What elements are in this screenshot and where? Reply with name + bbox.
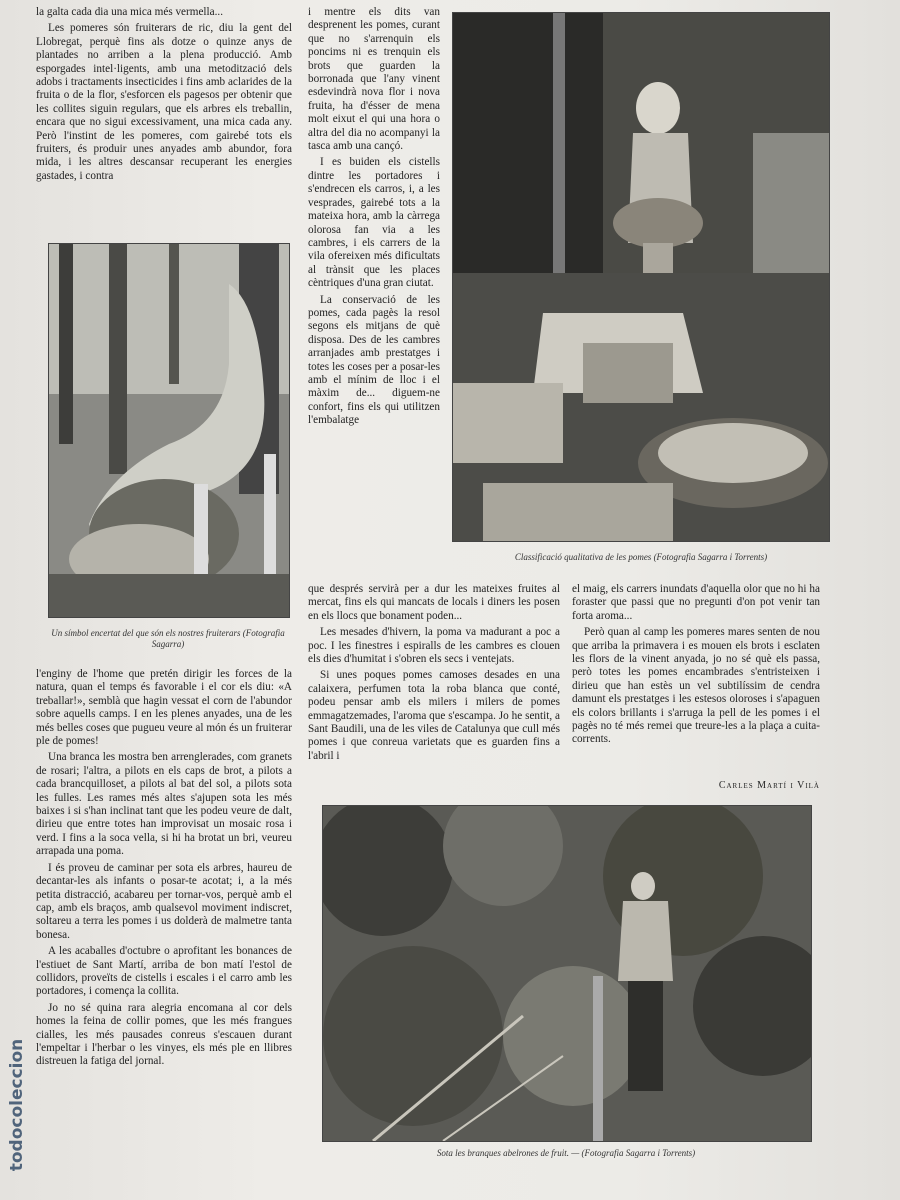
paragraph: Si unes poques pomes camoses desades en una calaixera, perfumen tota la roba blanca que conté, podeu pensar amb els milers i milers de pomes emmagatzemades, l'aroma que s'escampa. Jo he sentit, a Sant Baudili, una de les viles de Catalunya que cull més pomes i que conreua varietats que es guarden fins a l'abril i (308, 669, 560, 762)
paragraph: Però quan al camp les pomeres mares senten de nou que arriba la primavera i es mouen els brots i esclaten les flors de la vinent anyada, jo no sé què els passa, però totes les pomes encambrades s'entristeixen i dirieu que han estès un vel subtilíssim de cendra damunt els prestatges i les estesos oloroses i s'apaguen els colors brillants i s'arruga la pell de les pomes i el pagès no té més remei que treure-les a la plaça a cuita-corrents. (572, 626, 820, 746)
apple-sorting-caption: Classificació qualitativa de les pomes (Fotografia Sagarra i Torrents) (514, 552, 768, 562)
apple-sorting-photo (452, 12, 830, 542)
paragraph: Jo no sé quina rara alegria encomana al cor dels homes la feina de collir pomes, que les més frangues cialles, les més pausades conreus s'escauen durant l'empeltar i l'herbar o les vinyes, els més ple en llibres distreuen la fatiga del jornal. (36, 1001, 292, 1068)
paragraph: I es buiden els cistells dintre les portadores i s'endrecen els carros, i, a les vesprades, gairebé tots a la mateixa hora, amb la càrrega olorosa fan via a les cambres, i els carrers de la vila ofereixen més dificultats al trànsit que les places cèntriques d'una gran ciutat. (308, 156, 440, 290)
paragraph: que després servirà per a dur les mateixes fruites al mercat, fins els qui mancats de locals i diners les posen en els llocs que bonament poden... (308, 583, 560, 622)
paragraph: l'enginy de l'home que pretén dirigir les forces de la natura, quan el temps és favorable i el cor els diu: «A treballar!», semblà que hagin vessat el corn de l'abundor sobre aquells camps. I en les plenes anyades, una de les més belles coses que pugueu veure al món és un fruiterar ple de pomes! (36, 668, 292, 748)
paragraph: A les acaballes d'octubre o aprofitant les bonances de l'estiuet de Sant Martí, arriba de bon matí l'estol de collidors, proveïts de cistells i escales i el carro amb les portadores, i comença la collita. (36, 945, 292, 998)
paragraph: Les mesades d'hivern, la poma va madurant a poc a poc. I les finestres i espiralls de les cambres es clouen els dies d'humitat i s'obren els secs i ventejats. (308, 626, 560, 666)
cornucopia-photo (48, 243, 290, 618)
column-2-text (308, 6, 440, 431)
cornucopia-caption: Un símbol encertat del que són els nostres fruiterars (Fotografia Sagarra) (51, 628, 285, 649)
paragraph: Una branca les mostra ben arrenglerades, com granets de rosari; l'altra, a pilots en els caps de brot, a pilots a cada brancquilloset, a pilots al bat del sol, a pilots sota les fulles. Les rames més altes s'ajupen sota les més baixes i si s'han inclinat tant que les podeu veure de dalt, dirieu que entre totes han improvisat un mosaic rosa i verd. I fins a la soca vella, si hi ha brotat un bri, veureu arrapada una poma. (36, 751, 292, 858)
paragraph: i mentre els dits van desprenent les pomes, curant que no s'arrenquin els poncims ni es trenquin els brots que guarden la borronada que l'any vinent esdevindrà nova flor i nova fruita, ha d'ésser de mena molt eixut el qui una hora o altra del dia no acompanyi la tasca amb una cançó. (308, 6, 440, 153)
column-1-bottom-text (36, 668, 292, 1072)
paragraph: la galta cada dia una mica més vermella... (36, 6, 223, 18)
column-3-text (572, 583, 820, 750)
watermark-text: todocoleccion (7, 1038, 27, 1172)
paragraph: La conservació de les pomes, cada pagès la resol segons els mitjans de què disposa. Des de les cambres arranjades amb prestatges i totes les coses per a posar-les amb el mínim de lloc i el màxim de... diguem-ne confort, fins els qui utilitzen l'embalatge (308, 293, 440, 427)
apple-picker-caption: Sota les branques abelrones de fruit. — (Fotografia Sagarra i Torrents) (436, 1148, 696, 1158)
column-2-wide-text (308, 583, 560, 766)
todocoleccion-watermark (6, 1020, 28, 1190)
paragraph: I és proveu de caminar per sota els arbres, haureu de decantar-les als infants o posar-te acotat; i, a la més petita distracció, acabareu per tornar-vos, perquè amb el cap, amb els braços, amb qualsevol moviment indiscret, soltareu a terra les pomes i us dolderà de malmetre tanta bonesa. (36, 861, 292, 941)
apple-picker-photo (322, 805, 812, 1142)
paragraph: Les pomeres són fruiterars de ric, diu la gent del Llobregat, perquè fins als dotze o quinze anys de plantades no arriben a la plena producció. Amb esporgades intel·ligents, amb una metodització dels adobs i tractaments insecticides i fins amb aclarides de la fruita o de la flor, s'esforcen els pagesos per obtenir que les collites siguin regulars, que els arbres els treballin, encara que no sigui excessivament, una mica cada any. Però l'instint de les pomeres, com gairebé tots els fruiters, és produir unes anyades amb abundor, fora mida, i les altres descansar recuperant les energies gastades, i contra (36, 22, 292, 182)
author-signature: Carles Martí i Vilà (718, 780, 820, 791)
paragraph: el maig, els carrers inundats d'aquella olor que no hi ha foraster que passi que no pregunti d'on pot venir tan forta aroma... (572, 583, 820, 622)
column-1-top-text (36, 6, 292, 186)
